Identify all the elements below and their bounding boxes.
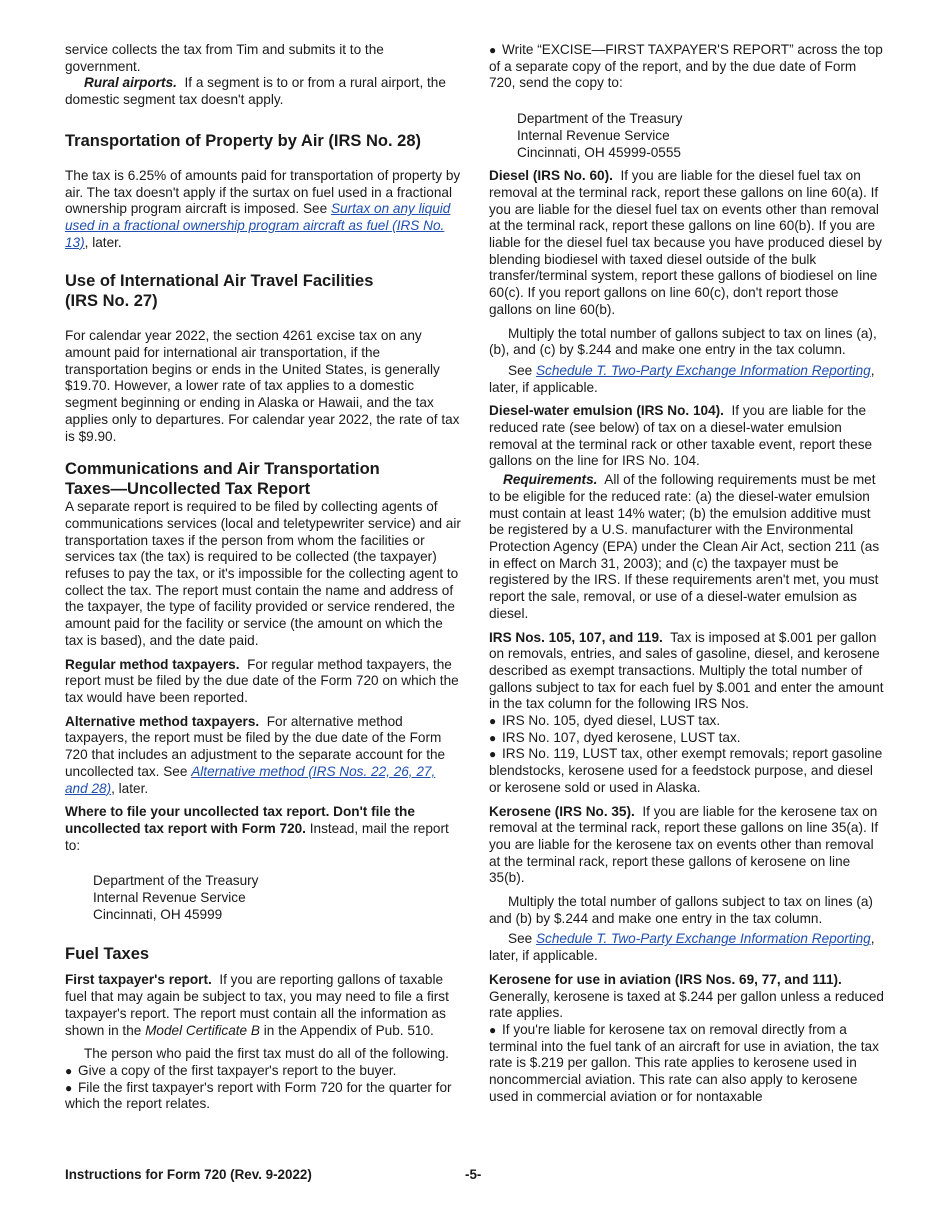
- communications-paragraph: A separate report is required to be filed by collecting agents of communications services (local and teletypewriter service) and air transportation taxes if the person from whom the facilities or services tax (the tax) is required to be collected (the taxpayer) refuses to pay the tax, or it's impossible for the collecting agent to collect the tax. The report must contain the name and address of the taxpayer, the type of facility provided or service rendered, the amount paid for the facility or service (the amount on which the tax is based), and the date paid.: [65, 499, 461, 648]
- international-paragraph: For calendar year 2022, the section 4261 excise tax on any amount paid for international air transportation, if the transportation begins or ends in the United States, is generally $19.70. However, a lower rate of tax applies to a domestic segment beginning or ending in Alaska or Hawaii, and the tax applies only to departures. For calendar year 2022, the rate of tax is $9.90.: [65, 328, 460, 444]
- uncollected-tax-address: Department of the Treasury Internal Revenue Service Cincinnati, OH 45999: [93, 873, 259, 922]
- list-item: ● IRS No. 119, LUST tax, other exempt removals; report gasoline blendstocks, kerosene used for a feedstock purpose, and diesel or kerosene sold or used in Alaska.: [489, 746, 883, 795]
- list-item: ● If you're liable for kerosene tax on removal directly from a terminal into the fuel tank of an aircraft for use in aviation, the tax rate is $.219 per gallon. This rate applies to kerosene used in noncommercial aviation. This rate can also apply to kerosene used in commercial aviation or for nontaxable: [489, 1021, 879, 1104]
- regular-method-heading: Regular method taxpayers.: [65, 656, 240, 672]
- alternative-method-heading: Alternative method taxpayers.: [65, 713, 260, 729]
- list-item: ● Give a copy of the first taxpayer's report to the buyer.: [65, 1062, 397, 1078]
- page-footer: [65, 1167, 885, 1187]
- requirements-heading: Requirements.: [503, 472, 598, 488]
- schedule-t-link[interactable]: Schedule T. Two-Party Exchange Information Reporting: [535, 362, 871, 378]
- alternative-method-paragraph: Alternative method taxpayers. For alternative method taxpayers, the report must be filed by the due date of the Form 720 that includes an adjustment to the separate account for the uncollected tax. See Alternative method (IRS Nos. 22, 26, 27, and 28), later.: [65, 713, 446, 796]
- heading-communications-air: Communications and Air Transportation Taxes—Uncollected Tax Report: [65, 460, 380, 499]
- list-item: ● Write “EXCISE—FIRST TAXPAYER'S REPORT” across the top of a separate copy of the report, and by the due date of Form 720, send the copy to:: [489, 42, 883, 91]
- form-title-footer: Instructions for Form 720 (Rev. 9-2022): [65, 1167, 312, 1182]
- heading-international-air-travel: Use of International Air Travel Facilities (IRS No. 27): [65, 272, 374, 311]
- diesel-heading: Diesel (IRS No. 60).: [489, 168, 613, 184]
- left-column: [65, 42, 461, 1113]
- rural-airports-paragraph: Rural airports. If a segment is to or from a rural airport, the domestic segment tax doesn't apply.: [65, 75, 446, 108]
- diesel-multiply-paragraph: Multiply the total number of gallons subject to tax on lines (a), (b), and (c) by $.244 and make one entry in the tax column.: [489, 325, 877, 358]
- intro-paragraph: service collects the tax from Tim and submits it to the government.: [65, 42, 384, 74]
- list-item: ● IRS No. 105, dyed diesel, LUST tax.: [489, 713, 721, 729]
- heading-fuel-taxes: Fuel Taxes: [65, 945, 150, 964]
- first-taxpayer-address: Department of the Treasury Internal Revenue Service Cincinnati, OH 45999-0555: [517, 111, 683, 160]
- kerosene-multiply-paragraph: Multiply the total number of gallons subject to tax on lines (a) and (b) by $.244 and make one entry in the tax column.: [489, 894, 873, 926]
- rural-airports-heading: Rural airports.: [84, 75, 177, 91]
- kerosene-paragraph: Kerosene (IRS No. 35). If you are liable for the kerosene tax on removal at the terminal rack, report these gallons on line 35(a). If you are liable for the kerosene tax on events other than removal at the terminal rack, report these gallons of kerosene on line 35(b).: [489, 803, 879, 886]
- see-schedule-t-paragraph: See Schedule T. Two-Party Exchange Information Reporting, later, if applicable.: [489, 362, 875, 395]
- first-taxpayer-heading: First taxpayer's report.: [65, 972, 212, 988]
- see-schedule-t-paragraph-2: See Schedule T. Two-Party Exchange Information Reporting, later, if applicable.: [489, 931, 875, 964]
- list-item: ● File the first taxpayer's report with Form 720 for the quarter for which the report relates.: [65, 1079, 452, 1112]
- where-to-file-paragraph: Where to file your uncollected tax report. Don't file the uncollected tax report with Form 720. Instead, mail the report to:: [65, 804, 449, 853]
- schedule-t-link-2[interactable]: Schedule T. Two-Party Exchange Information Reporting: [535, 931, 871, 947]
- alternative-method-link[interactable]: Alternative method (IRS Nos. 22, 26, 27, and 28): [65, 763, 436, 796]
- requirements-paragraph: Requirements. All of the following requirements must be met to be eligible for the reduced rate: (a) the diesel-water emulsion must contain at least 14% water; (b) the emulsion additive must be registered by a U.S. manufacturer with the Environmental Protection Agency (EPA) under the Clean Air Act, section 211 (as in effect on March 31, 2003); and (c) the taxpayer must be registered by the IRS. If these requirements aren't met, you must report the sale, removal, or use of a diesel-water emulsion as diesel.: [489, 472, 880, 621]
- property-paragraph: The tax is 6.25% of amounts paid for transportation of property by air. The tax doesn't apply if the surtax on fuel used in a fractional ownership program aircraft is imposed. See Surtax on any liquid used in a fractional ownership program aircraft as fuel (IRS No. 13), later.: [65, 167, 461, 250]
- regular-method-paragraph: Regular method taxpayers. For regular method taxpayers, the report must be filed by the due date of the Form 720 on which the tax would have been reported.: [65, 656, 459, 705]
- kerosene-heading: Kerosene (IRS No. 35).: [489, 803, 635, 819]
- diesel-water-emulsion-heading: Diesel-water emulsion (IRS No. 104).: [489, 403, 724, 419]
- page-number: -5-: [465, 1167, 482, 1182]
- list-item: ● IRS No. 107, dyed kerosene, LUST tax.: [489, 729, 741, 745]
- right-column: [489, 42, 885, 1105]
- diesel-water-emulsion-paragraph: Diesel-water emulsion (IRS No. 104). If you are liable for the reduced rate (see below) of tax on a diesel-water emulsion removal at the terminal rack or other taxable event, report these gallons on the line for IRS No. 104.: [489, 403, 873, 469]
- heading-property-by-air: Transportation of Property by Air (IRS No. 28): [65, 131, 422, 150]
- kerosene-aviation-heading: Kerosene for use in aviation (IRS Nos. 69, 77, and 111).: [489, 971, 842, 987]
- irs-105-heading: IRS Nos. 105, 107, and 119.: [489, 629, 663, 645]
- diesel-paragraph: Diesel (IRS No. 60). If you are liable for the diesel fuel tax on removal at the terminal rack, report these gallons on line 60(a). If you are liable for the diesel fuel tax on events other than removal at the terminal rack, report these gallons on line 60(b). If you are liable for the diesel fuel tax because you have produced diesel by blending biodiesel with taxed diesel outside of the bulk transfer/terminal system, report these gallons of biodiesel on line 60(c). If you report gallons on line 60(c), don't report those gallons on line 60(b).: [489, 168, 882, 317]
- where-to-file-heading: Where to file your uncollected tax report. Don't file the uncollected tax report with Form 720.: [65, 804, 415, 836]
- irs-105-paragraph: IRS Nos. 105, 107, and 119. Tax is imposed at $.001 per gallon on removals, entries, and sales of gasoline, diesel, and kerosene described as exempt transactions. Multiply the total number of gallons subject to tax for each fuel by $.001 and enter the amount in the tax column for the following IRS Nos.: [489, 629, 884, 712]
- surtax-link[interactable]: Surtax on any liquid used in a fractional ownership program aircraft as fuel (IRS No. 13): [65, 201, 451, 250]
- person-paragraph: The person who paid the first tax must do all of the following.: [84, 1046, 449, 1062]
- kerosene-aviation-paragraph: Kerosene for use in aviation (IRS Nos. 69, 77, and 111). Generally, kerosene is taxed at $.244 per gallon unless a reduced rate applies.: [489, 971, 884, 1021]
- first-taxpayer-paragraph: First taxpayer's report. If you are reporting gallons of taxable fuel that may again be subject to tax, you may need to file a first taxpayer's report. The report must contain all the information as shown in the Model Certificate B in the Appendix of Pub. 510.: [65, 972, 449, 1038]
